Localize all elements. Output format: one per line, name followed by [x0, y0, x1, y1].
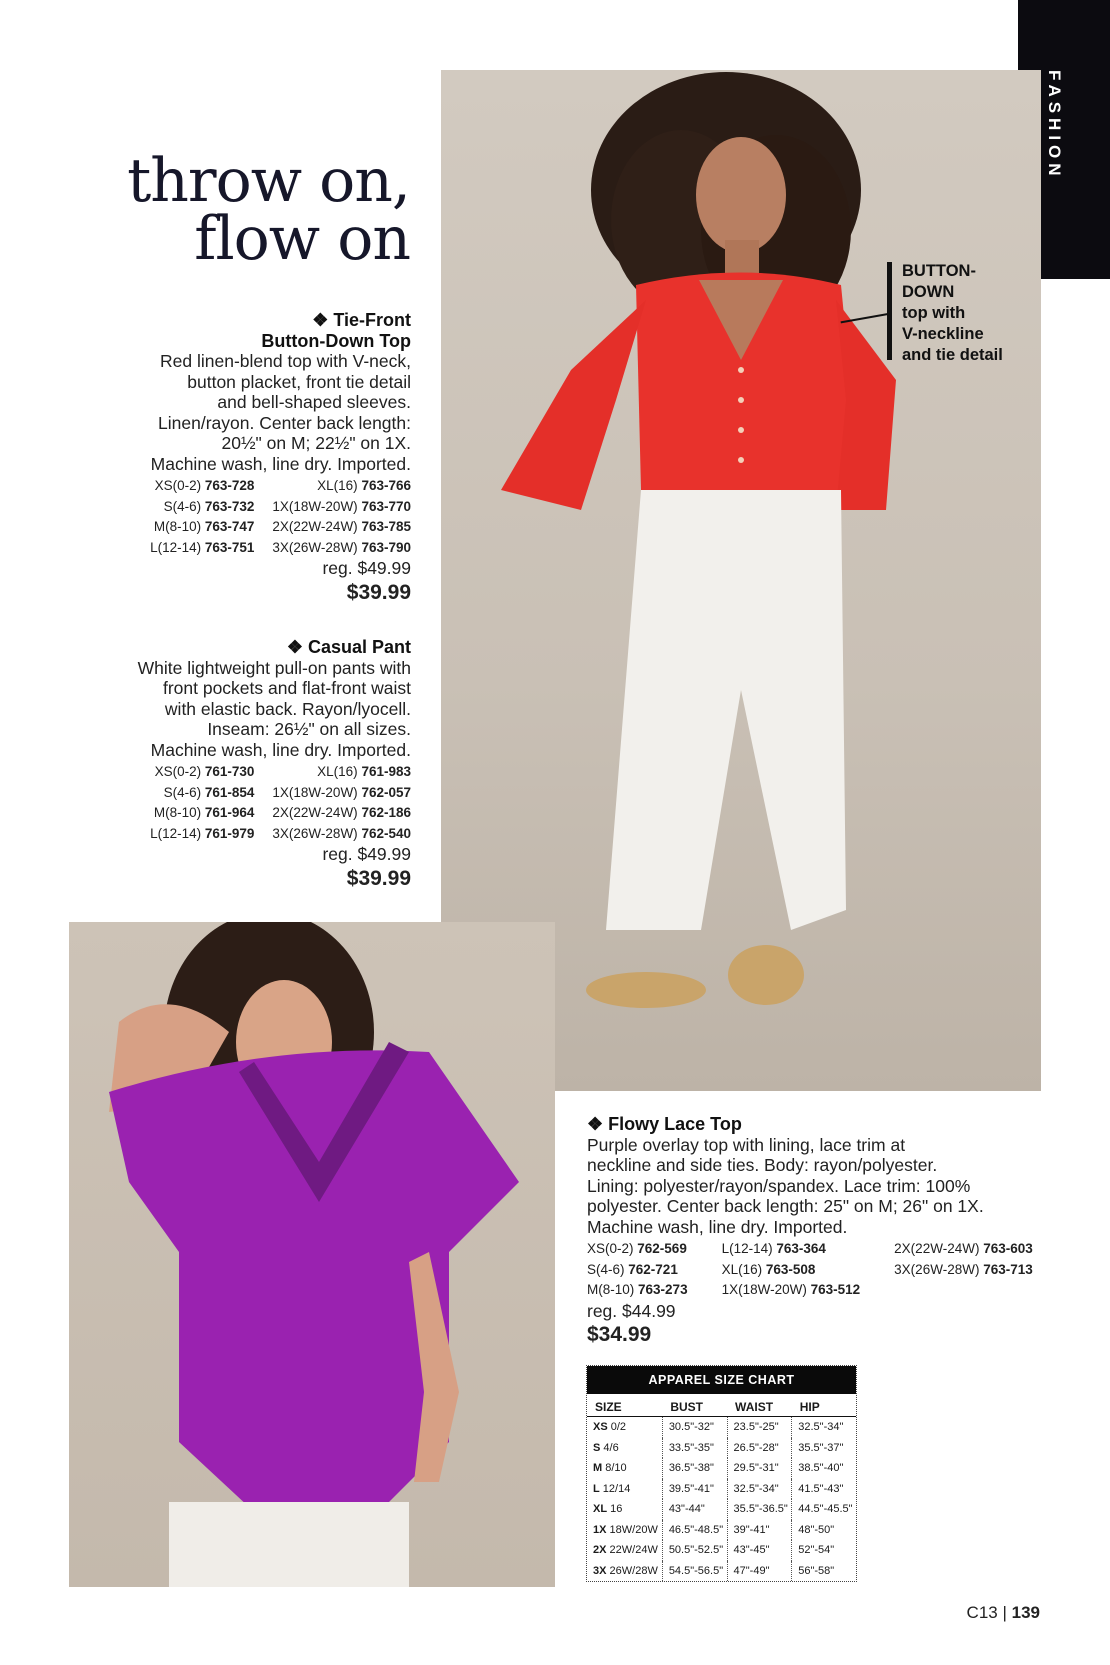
sku-item: L(12-14) 761-979 — [150, 825, 255, 841]
size-chart-title: APPAREL SIZE CHART — [587, 1366, 856, 1394]
sku-list — [91, 476, 411, 558]
sku-item: XL(16) 763-766 — [317, 478, 411, 493]
sku-item: M(8-10) 763-273 — [587, 1282, 688, 1297]
product-title: ❖ Tie-Front — [312, 310, 411, 330]
sku-list — [587, 1239, 1033, 1301]
size-chart-header: HIP — [792, 1394, 856, 1417]
table-row: XS 0/2 30.5"-32" 23.5"-25" 32.5"-34" — [587, 1417, 856, 1438]
photo-purple-top-model — [69, 922, 555, 1587]
page-headline — [127, 146, 410, 274]
product-description — [91, 351, 411, 474]
sku-item: 1X(18W-20W) 763-512 — [721, 1282, 861, 1297]
callout-bar — [887, 262, 892, 360]
sku-list — [91, 762, 411, 844]
sale-price: $39.99 — [346, 580, 411, 604]
description-line: Linen/rayon. Center back length: — [158, 412, 411, 433]
callout-text — [902, 261, 1003, 366]
product-description — [587, 1135, 1027, 1238]
description-line: Red linen-blend top with V-neck, — [160, 351, 411, 371]
page-number: 139 — [1011, 1603, 1040, 1622]
size-chart-header: SIZE — [587, 1394, 662, 1417]
headline-line-2: flow on — [194, 204, 410, 274]
description-line: and bell-shaped sleeves. — [217, 392, 411, 412]
description-line: with elastic back. Rayon/lyocell. — [164, 698, 411, 719]
sku-item: S(4-6) 761-854 — [163, 784, 255, 800]
description-line: Inseam: 26½" on all sizes. — [207, 719, 411, 739]
description-line: 20½" on M; 22½" on 1X. — [221, 433, 411, 453]
sku-item: 3X(26W-28W) 763-713 — [894, 1261, 1033, 1277]
sku-item: 1X(18W-20W) 763-770 — [272, 498, 411, 514]
description-line: Lining: polyester/rayon/spandex. Lace trim: 100% — [587, 1175, 971, 1196]
table-row: M 8/10 36.5"-38" 29.5"-31" 38.5"-40" — [587, 1458, 856, 1479]
sku-item — [894, 1280, 1033, 1301]
table-row: XL 16 43"-44" 35.5"-36.5" 44.5"-45.5" — [587, 1499, 856, 1520]
sku-item: 3X(26W-28W) 763-790 — [272, 539, 411, 555]
product-flowy-lace-top — [587, 1114, 1033, 1346]
sku-item: 2X(22W-24W) 763-603 — [894, 1241, 1033, 1256]
section-code: C13 — [966, 1603, 998, 1622]
table-row: 2X 22W/24W 50.5"-52.5" 43"-45" 52"-54" — [587, 1540, 856, 1561]
purple-top-illustration — [69, 922, 555, 1587]
description-line: polyester. Center back length: 25" on M; 26" on 1X. — [587, 1196, 984, 1216]
size-chart-header: BUST — [662, 1394, 727, 1417]
sku-item: 2X(22W-24W) 762-186 — [272, 805, 411, 820]
section-tab-label: FASHION — [1045, 70, 1064, 181]
sku-item: 1X(18W-20W) 762-057 — [272, 784, 411, 800]
sku-item: M(8-10) 761-964 — [153, 805, 255, 820]
regular-price: reg. $49.99 — [322, 844, 411, 864]
table-row: S 4/6 33.5"-35" 26.5"-28" 35.5"-37" — [587, 1438, 856, 1459]
sale-price: $39.99 — [346, 866, 411, 890]
table-row: 3X 26W/28W 54.5"-56.5" 47"-49" 56"-58" — [587, 1561, 856, 1582]
callout-line: DOWN — [902, 283, 955, 301]
product-title: ❖ Casual Pant — [286, 637, 411, 657]
apparel-size-chart — [586, 1365, 857, 1582]
page-folio — [967, 1603, 1040, 1623]
sku-item: XS(0-2) 761-730 — [154, 764, 255, 779]
sku-item: L(12-14) 763-364 — [721, 1241, 826, 1256]
product-description — [91, 658, 411, 761]
product-title: Button-Down Top — [261, 330, 411, 351]
callout-line: V-neckline — [902, 325, 984, 343]
callout-line: and tie detail — [902, 346, 1003, 364]
callout-line: BUTTON- — [902, 262, 976, 280]
sku-item: XL(16) 763-508 — [721, 1261, 816, 1277]
product-tie-front-top — [91, 310, 411, 603]
sku-item: 3X(26W-28W) 762-540 — [272, 825, 411, 841]
description-line: neckline and side ties. Body: rayon/polyester. — [587, 1155, 938, 1175]
sale-price: $34.99 — [587, 1323, 652, 1346]
sku-item: S(4-6) 762-721 — [587, 1261, 678, 1277]
description-line: White lightweight pull-on pants with — [137, 657, 411, 678]
callout-line: top with — [902, 304, 966, 322]
sku-item: M(8-10) 763-747 — [153, 519, 255, 534]
sku-item: XS(0-2) 763-728 — [154, 478, 255, 493]
description-line: Purple overlay top with lining, lace trim at — [587, 1134, 906, 1155]
sku-item: 2X(22W-24W) 763-785 — [272, 519, 411, 534]
sku-item: S(4-6) 763-732 — [163, 498, 255, 514]
folio-separator: | — [1002, 1603, 1007, 1622]
product-casual-pant — [91, 637, 411, 889]
description-line: Machine wash, line dry. Imported. — [150, 739, 411, 760]
description-line: front pockets and flat-front waist — [162, 678, 411, 698]
regular-price: reg. $44.99 — [587, 1300, 676, 1321]
regular-price: reg. $49.99 — [322, 558, 411, 578]
description-line: Machine wash, line dry. Imported. — [587, 1216, 848, 1237]
size-chart-header: WAIST — [727, 1394, 792, 1417]
size-chart-table — [587, 1394, 856, 1581]
headline-line-1: throw on, — [127, 146, 410, 216]
table-row: L 12/14 39.5"-41" 32.5"-34" 41.5"-43" — [587, 1479, 856, 1500]
description-line: button placket, front tie detail — [187, 371, 411, 392]
product-title: ❖ Flowy Lace Top — [587, 1114, 742, 1134]
table-row: 1X 18W/20W 46.5"-48.5" 39"-41" 48"-50" — [587, 1520, 856, 1541]
sku-item: L(12-14) 763-751 — [150, 539, 255, 555]
sku-item: XS(0-2) 762-569 — [587, 1241, 687, 1256]
sku-item: XL(16) 761-983 — [317, 764, 411, 779]
description-line: Machine wash, line dry. Imported. — [150, 453, 411, 474]
